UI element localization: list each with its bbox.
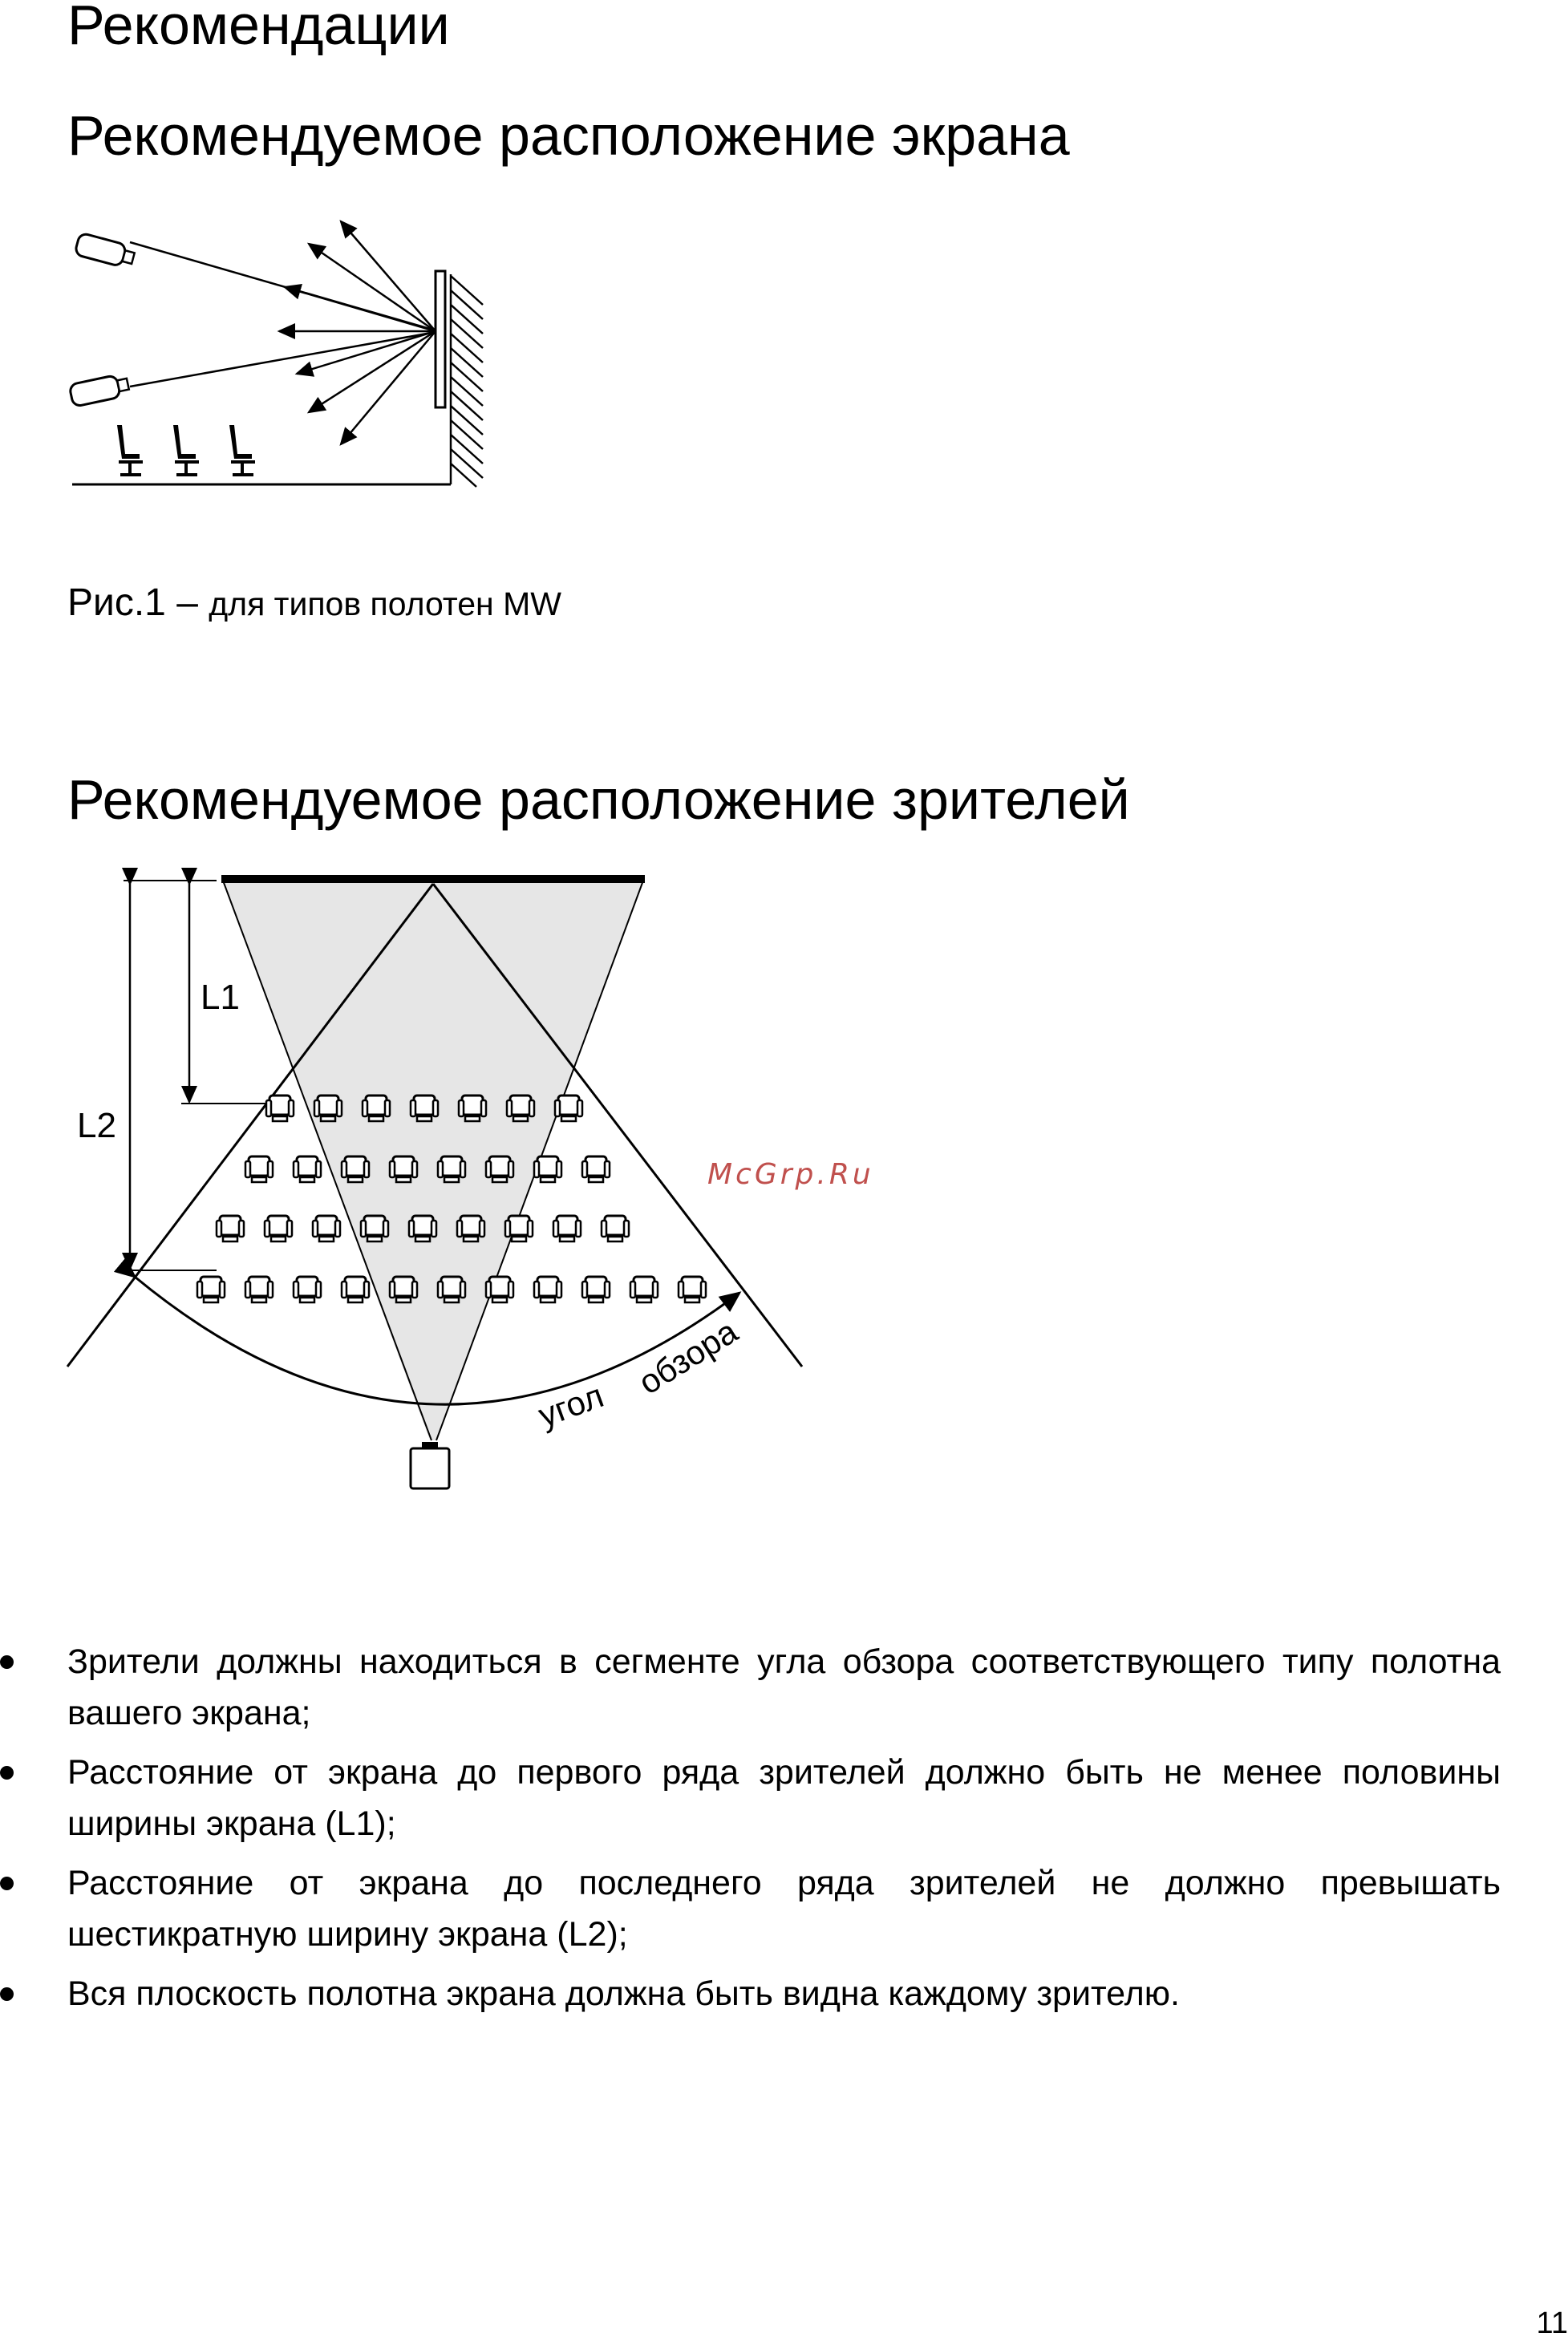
section-heading-screen: Рекомендуемое расположение экрана [67,104,1070,167]
angle-label-word2: обзора [631,1312,744,1402]
seat-icon [265,1216,292,1241]
projector-icon [411,1448,449,1488]
list-item: Расстояние от экрана до последнего ряда зрителей не должно превышать шестикратную ширину экрана (L2); [0,1857,1501,1960]
label-l2: L2 [77,1106,116,1145]
figure-viewer-placement [56,866,810,1508]
seat-icon [602,1216,629,1241]
watermark: McGrp.Ru [707,1158,874,1191]
seat-icon [117,425,143,476]
list-item: Вся плоскость полотна экрана должна быть видна каждому зрителю. [0,1968,1501,2019]
bullet-icon [0,1655,14,1669]
screen-panel [436,271,445,407]
projector-icon [69,373,130,407]
seat-icon [553,1216,581,1241]
figure-screen-placement [64,210,497,499]
bullet-icon [0,1877,14,1890]
seat-icon [342,1277,369,1302]
bullet-icon [0,1987,14,2001]
seat-icon [534,1277,561,1302]
seat-icon [534,1156,561,1182]
seat-icon [313,1216,340,1241]
seat-icon [245,1156,273,1182]
wall-hatching [451,274,483,487]
seat-icon [679,1277,706,1302]
reflection-arrows [279,221,436,444]
seat-icon [294,1156,321,1182]
screen-bar [221,875,645,883]
figure-caption [67,581,561,624]
list-item: Расстояние от экрана до первого ряда зрителей должно быть не менее половины ширины экрана (L1); [0,1747,1501,1849]
projector-beam-bottom [130,332,436,387]
seat-icon [217,1216,244,1241]
projector-icon [75,233,136,269]
list-item: Зрители должны находиться в сегменте угла обзора соответствующего типу полотна вашего экрана; [0,1636,1501,1739]
projection-cone [223,881,643,1440]
section-heading-viewers: Рекомендуемое расположение зрителей [67,768,1130,831]
seat-icon [266,1096,294,1121]
seat-icon [294,1277,321,1302]
bullet-icon [0,1766,14,1780]
recommendation-list [0,1636,1568,2027]
seat-icon [173,425,199,476]
page-title: Рекомендации [67,0,450,56]
seat-icon [582,1277,610,1302]
seat-icon [486,1277,513,1302]
seat-icon [197,1277,225,1302]
label-l1: L1 [201,978,240,1017]
seat-icon [555,1096,582,1121]
page-number: 11 [1536,2306,1568,2340]
caption-text: для типов полотен MW [209,585,561,622]
seat-icon [229,425,255,476]
caption-label: Рис.1 – [67,581,198,624]
seat-icon [630,1277,658,1302]
seat-icon [582,1156,610,1182]
seat-icon [245,1277,273,1302]
angle-label-word1: угол [533,1376,609,1435]
